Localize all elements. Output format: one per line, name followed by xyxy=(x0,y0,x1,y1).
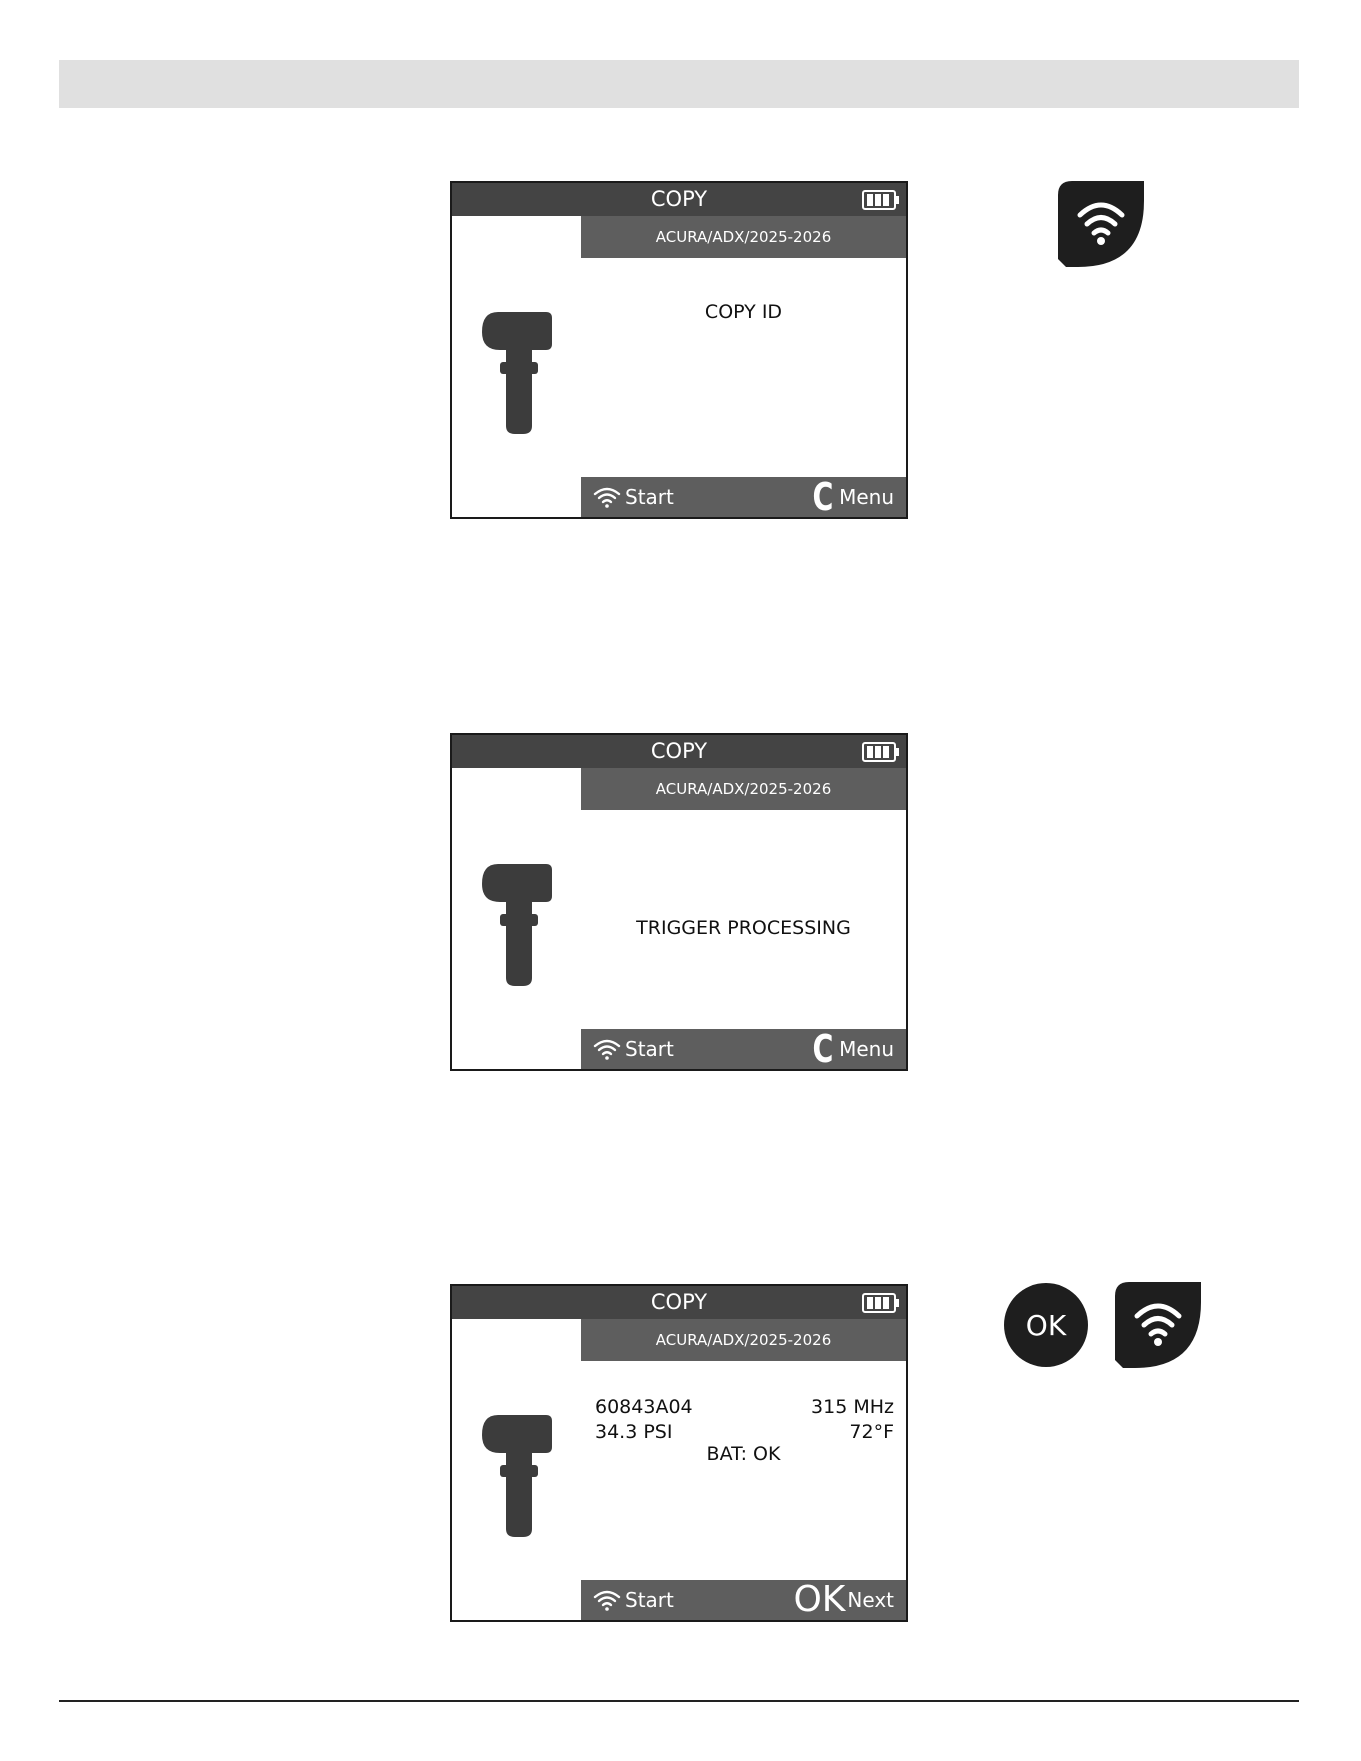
sensor-temperature: 72°F xyxy=(849,1421,894,1443)
sensor-battery-status: BAT: OK xyxy=(706,1443,781,1465)
screen-footer xyxy=(581,1029,906,1069)
start-softkey xyxy=(593,1580,674,1620)
menu-label: Menu xyxy=(839,485,894,509)
next-softkey xyxy=(793,1580,894,1620)
battery-icon xyxy=(862,742,900,762)
screen-title: COPY xyxy=(650,187,708,211)
start-label: Start xyxy=(625,1588,674,1612)
wifi-icon xyxy=(593,486,621,508)
screen-title-bar xyxy=(452,1286,906,1319)
menu-softkey xyxy=(809,477,894,517)
sensor-frequency: 315 MHz xyxy=(811,1396,894,1418)
start-label: Start xyxy=(625,1037,674,1061)
screen-message: COPY ID xyxy=(704,301,783,323)
sensor-id: 60843A04 xyxy=(595,1396,693,1418)
battery-icon xyxy=(862,190,900,210)
wifi-icon xyxy=(593,1589,621,1611)
wifi-trigger-button-icon xyxy=(1058,181,1144,267)
screen-title-bar xyxy=(452,735,906,768)
start-label: Start xyxy=(625,485,674,509)
vehicle-label: ACURA/ADX/2025-2026 xyxy=(581,216,906,258)
c-key-icon: C xyxy=(812,475,834,519)
screen-title: COPY xyxy=(650,739,708,763)
screen-footer xyxy=(581,477,906,517)
device-screen-sensor-result xyxy=(450,1284,908,1622)
screen-footer xyxy=(581,1580,906,1620)
header-band xyxy=(59,60,1299,108)
device-screen-copy-id xyxy=(450,181,908,519)
battery-icon xyxy=(862,1293,900,1313)
device-screen-trigger-processing xyxy=(450,733,908,1071)
vehicle-label: ACURA/ADX/2025-2026 xyxy=(581,1319,906,1361)
tpms-sensor-icon xyxy=(478,308,554,436)
next-label: Next xyxy=(847,1588,894,1612)
wifi-trigger-button-icon xyxy=(1115,1282,1201,1368)
menu-label: Menu xyxy=(839,1037,894,1061)
start-softkey xyxy=(593,477,674,517)
wifi-icon xyxy=(593,1038,621,1060)
menu-softkey xyxy=(809,1029,894,1069)
tpms-sensor-icon xyxy=(478,1411,554,1539)
ok-button-icon xyxy=(1004,1283,1088,1367)
footer-rule xyxy=(59,1700,1299,1702)
screen-title: COPY xyxy=(650,1290,708,1314)
start-softkey xyxy=(593,1029,674,1069)
vehicle-label: ACURA/ADX/2025-2026 xyxy=(581,768,906,810)
ok-key-glyph: OK xyxy=(793,1579,846,1620)
screen-message: TRIGGER PROCESSING xyxy=(636,917,851,939)
screen-title-bar xyxy=(452,183,906,216)
ok-button-label: OK xyxy=(1025,1308,1067,1342)
tpms-sensor-icon xyxy=(478,860,554,988)
sensor-pressure: 34.3 PSI xyxy=(595,1421,673,1443)
c-key-icon: C xyxy=(812,1027,834,1071)
